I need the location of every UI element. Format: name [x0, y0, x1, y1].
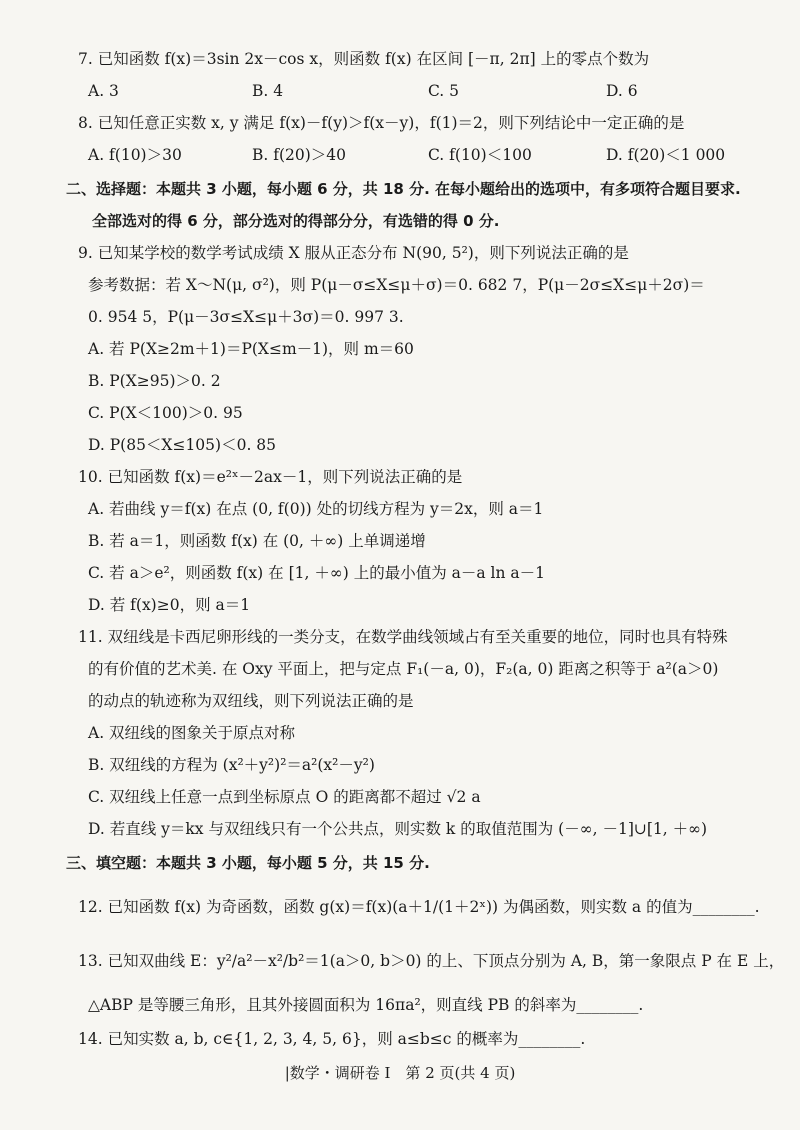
q7-option-c: C. 5 [428, 82, 460, 100]
question-7-options [0, 80, 800, 104]
q11-option-c: C. 双纽线上任意一点到坐标原点 O 的距离都不超过 √2 a [88, 788, 481, 806]
question-12-stem: 12. 已知函数 f(x) 为奇函数，函数 g(x)＝f(x)(a＋1/(1＋2ˣ)) 为偶函数，则实数 a 的值为________. [78, 898, 760, 916]
question-8-stem: 8. 已知任意正实数 x, y 满足 f(x)－f(y)＞f(x－y)，f(1)＝2，则下列结论中一定正确的是 [78, 114, 685, 132]
q7-option-b: B. 4 [252, 82, 284, 100]
section-2-instructions: 全部选对的得 6 分，部分选对的得部分分，有选错的得 0 分. [92, 212, 500, 230]
q7-option-d: D. 6 [606, 82, 638, 100]
question-11-stem-3: 的动点的轨迹称为双纽线，则下列说法正确的是 [88, 692, 414, 710]
question-7-stem: 7. 已知函数 f(x)＝3sin 2x－cos x，则函数 f(x) 在区间 [－π, 2π] 上的零点个数为 [78, 50, 650, 68]
q11-option-d: D. 若直线 y＝kx 与双纽线只有一个公共点，则实数 k 的取值范围为 (－∞, －1]∪[1, ＋∞) [88, 820, 708, 838]
q8-option-a: A. f(10)＞30 [88, 146, 182, 164]
question-9-reference-1: 参考数据：若 X～N(μ, σ²)，则 P(μ－σ≤X≤μ＋σ)＝0. 682 7，P(μ－2σ≤X≤μ＋2σ)＝ [88, 276, 705, 294]
q8-option-c: C. f(10)＜100 [428, 146, 532, 164]
question-14-stem: 14. 已知实数 a, b, c∈{1, 2, 3, 4, 5, 6}，则 a≤b≤c 的概率为________. [78, 1030, 586, 1048]
question-9-reference-2: 0. 954 5，P(μ－3σ≤X≤μ＋3σ)＝0. 997 3. [88, 308, 404, 326]
q9-option-c: C. P(X＜100)＞0. 95 [88, 404, 243, 422]
section-2-heading: 二、选择题：本题共 3 小题，每小题 6 分，共 18 分. 在每小题给出的选项中，有多项符合题目要求. [66, 180, 741, 198]
q10-option-a: A. 若曲线 y＝f(x) 在点 (0, f(0)) 处的切线方程为 y＝2x，则 a＝1 [88, 500, 544, 518]
question-11-stem-2: 的有价值的艺术美. 在 Oxy 平面上，把与定点 F₁(－a, 0)，F₂(a, 0) 距离之积等于 a²(a＞0) [88, 660, 719, 678]
q11-option-b: B. 双纽线的方程为 (x²＋y²)²＝a²(x²－y²) [88, 756, 375, 774]
question-13-stem-1: 13. 已知双曲线 E：y²/a²－x²/b²＝1(a＞0, b＞0) 的上、下顶点分别为 A, B，第一象限点 P 在 E 上， [78, 952, 785, 970]
question-8-options [0, 144, 800, 168]
q9-option-a: A. 若 P(X≥2m＋1)＝P(X≤m－1)，则 m＝60 [88, 340, 414, 358]
q10-option-b: B. 若 a＝1，则函数 f(x) 在 (0, ＋∞) 上单调递增 [88, 532, 426, 550]
question-13-stem-2: △ABP 是等腰三角形，且其外接圆面积为 16πa²，则直线 PB 的斜率为________. [88, 996, 644, 1014]
section-3-heading: 三、填空题：本题共 3 小题，每小题 5 分，共 15 分. [66, 854, 430, 872]
q10-option-d: D. 若 f(x)≥0，则 a＝1 [88, 596, 251, 614]
question-9-stem: 9. 已知某学校的数学考试成绩 X 服从正态分布 N(90, 5²)，则下列说法正确的是 [78, 244, 629, 262]
question-10-stem: 10. 已知函数 f(x)＝e²ˣ－2ax－1，则下列说法正确的是 [78, 468, 463, 486]
q8-option-b: B. f(20)＞40 [252, 146, 347, 164]
q7-option-a: A. 3 [88, 82, 119, 100]
q8-option-d: D. f(20)＜1 000 [606, 146, 726, 164]
page-footer: |数学・调研卷 I 第 2 页(共 4 页) [284, 1064, 516, 1082]
q9-option-d: D. P(85＜X≤105)＜0. 85 [88, 436, 277, 454]
q11-option-a: A. 双纽线的图象关于原点对称 [88, 724, 296, 742]
q10-option-c: C. 若 a＞e²，则函数 f(x) 在 [1, ＋∞) 上的最小值为 a－a ln a－1 [88, 564, 546, 582]
q9-option-b: B. P(X≥95)＞0. 2 [88, 372, 221, 390]
question-11-stem-1: 11. 双纽线是卡西尼卵形线的一类分支，在数学曲线领域占有至关重要的地位，同时也具有特殊 [78, 628, 728, 646]
